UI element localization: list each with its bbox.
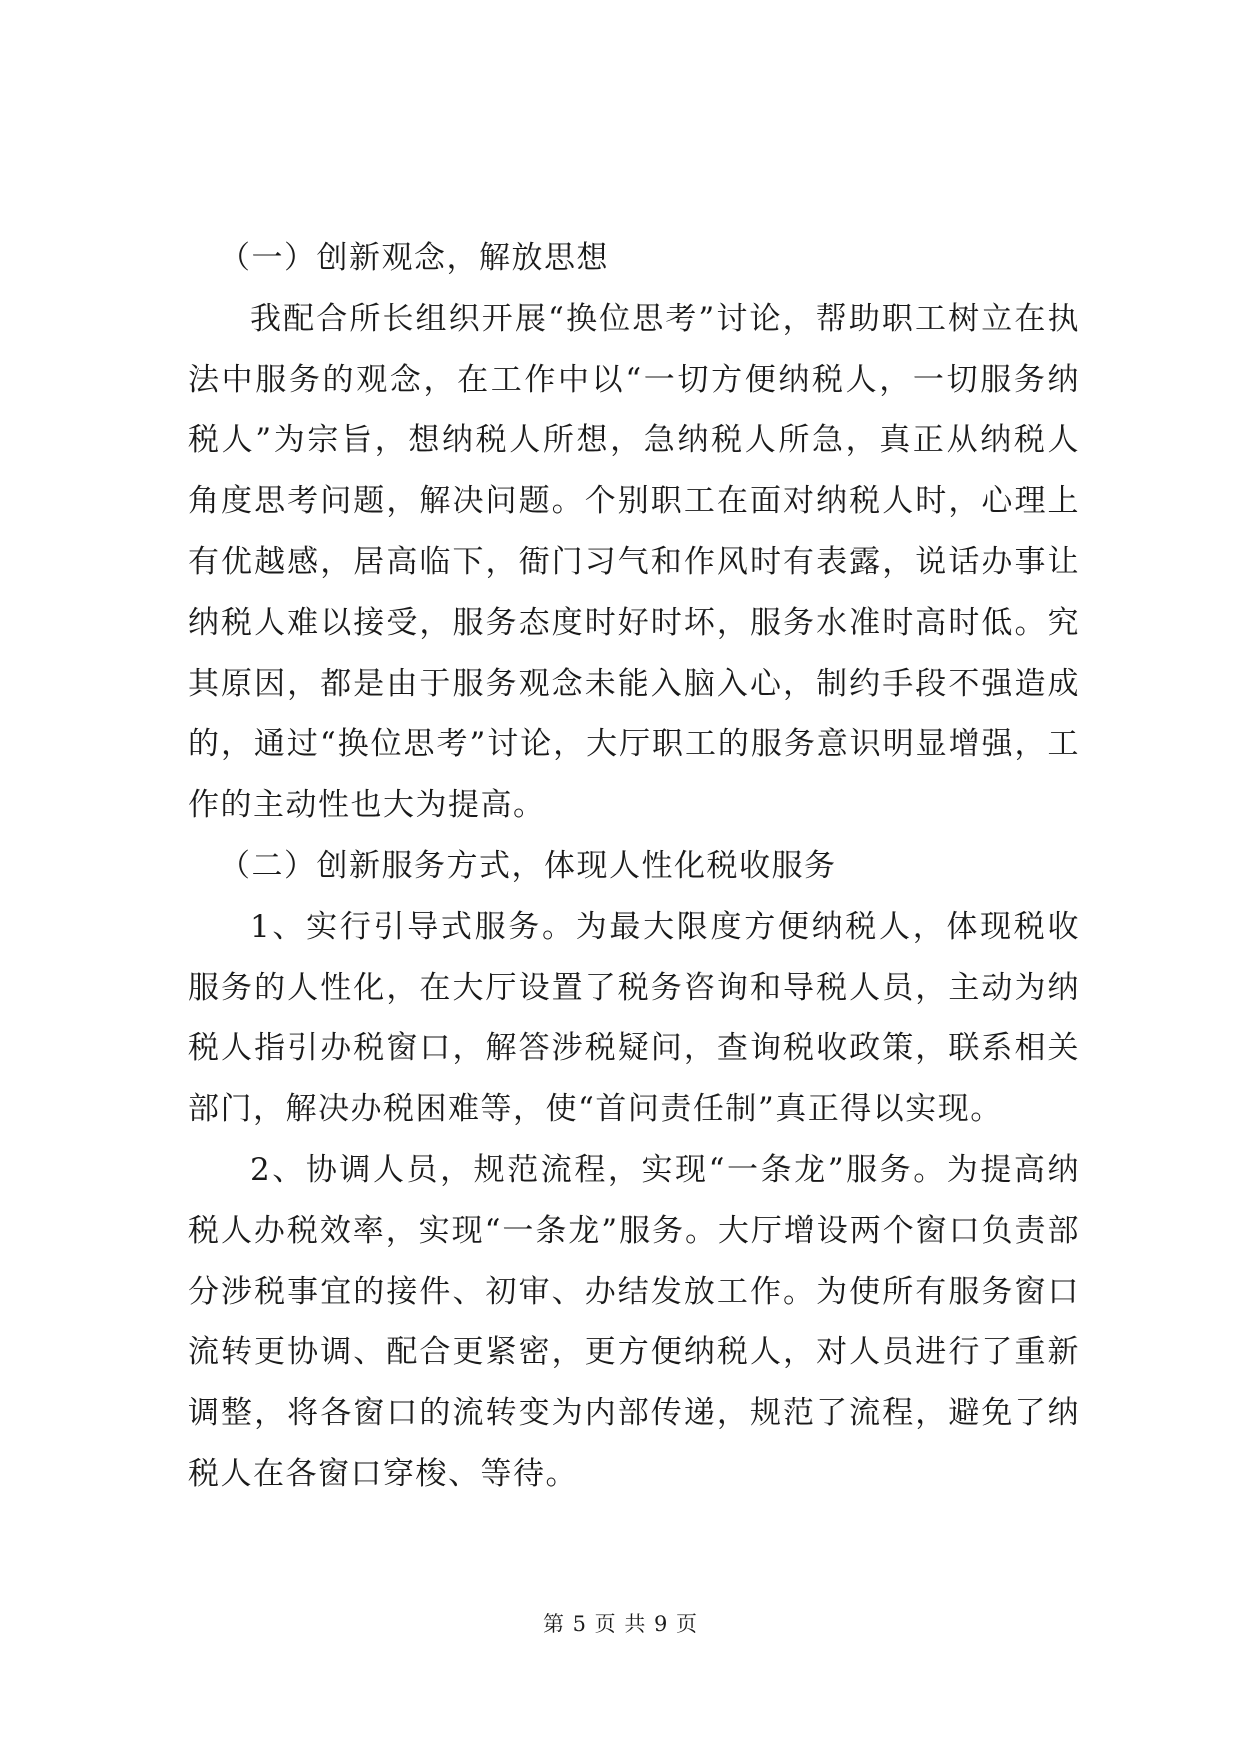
section-2-item-1: 1、实行引导式服务。为最大限度方便纳税人，体现税收服务的人性化，在大厅设置了税务咨询和导税人员，主动为纳税人指引办税窗口，解答涉税疑问，查询税收政策，联系相关部门，解决办税困难等，使“首问责任制”真正得以实现。 bbox=[188, 908, 1080, 1128]
section-1-paragraph: 我配合所长组织开展“换位思考”讨论，帮助职工树立在执法中服务的观念，在工作中以“一切方便纳税人，一切服务纳税人”为宗旨，想纳税人所想，急纳税人所急，真正从纳税人角度思考问题，解决问题。个别职工在面对纳税人时，心理上有优越感，居高临下，衙门习气和作风时有表露，说话办事让纳税人难以接受，服务态度时好时坏，服务水准时高时低。究其原因，都是由于服务观念未能入脑入心，制约手段不强造成的，通过“换位思考”讨论，大厅职工的服务意识明显增强，工作的主动性也大为提高。 bbox=[188, 300, 1080, 824]
section-2-heading: （二）创新服务方式，体现人性化税收服务 bbox=[219, 847, 837, 884]
section-2-item-2: 2、协调人员，规范流程，实现“一条龙”服务。为提高纳税人办税效率，实现“一条龙”服务。大厅增设两个窗口负责部分涉税事宜的接件、初审、办结发放工作。为使所有服务窗口流转更协调、配合更紧密，更方便纳税人，对人员进行了重新调整，将各窗口的流转变为内部传递，规范了流程，避免了纳税人在各窗口穿梭、等待。 bbox=[188, 1151, 1080, 1492]
section-1-heading: （一）创新观念，解放思想 bbox=[219, 240, 609, 276]
page-number-footer: 第 5 页 共 9 页 bbox=[542, 1612, 699, 1636]
page-body bbox=[188, 228, 1080, 1505]
